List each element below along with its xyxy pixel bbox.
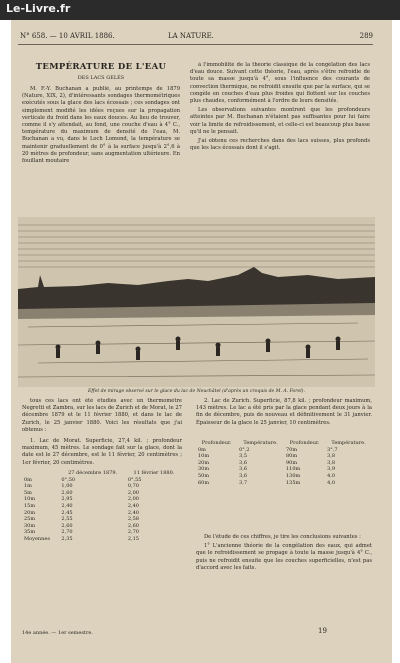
table-cell: 3,7 [239,479,248,486]
table-cell: 2,00 [127,496,139,503]
table-cell: 3,9 [327,466,336,473]
table-row [22,503,182,510]
left-column [22,86,180,214]
table-row [22,523,182,530]
lake2-heading [196,398,372,436]
paragraph: De l'étude de ces chiffres, je tire les conclusions suivantes : [204,534,361,540]
table-cell: 2,70 [61,529,73,536]
table-cell: 70m [285,446,298,453]
signature-number: 19 [318,627,327,635]
table-cell: 50m [198,472,210,479]
table-cell: 130m [285,472,301,479]
table-cell: 110m [285,466,301,473]
table-cell: 20m [198,459,210,466]
paragraph: Les observations suivantes montrent que les profondeurs atteintes par M. Buchanan n'étaient pas suffisantes pour lui faire voir la limite de refroidissement, et celle-ci est beaucoup plus basse qu'il ne le pensait. [190,107,370,135]
table-row [196,460,372,467]
volume-note: 14e année. — 1er semestre. [22,630,93,636]
table-cell: 2,95 [61,496,73,503]
journal-title: LA NATURE. [168,32,214,40]
table-cell: 30m [198,466,210,473]
page-number: 289 [359,32,373,40]
table-cell: 3,5 [239,453,248,460]
table-header [196,440,372,447]
conclusion-text [196,534,372,624]
table-row [22,510,182,517]
table-cell: 90m [285,459,298,466]
paragraph: 1° L'ancienne théorie de la congélation des eaux, qui admet que le refroidissement se propage à toute la masse jusqu'à 4° C., puis ne refroidit ensuite que les couches superficielles, n'est pas d'accord avec les faits. [196,543,372,571]
table-cell: 4,0 [327,479,336,486]
table-row [22,516,182,523]
table-cell: 2,15 [127,535,139,542]
table-header-cell [22,470,59,477]
table-row [22,477,182,484]
table-cell: 2,35 [61,535,73,542]
table-header-cell: 11 février 1880. [133,470,175,476]
table-cell: 2,60 [61,522,73,529]
table-morat [22,470,182,543]
right-column [190,62,370,214]
article-subtitle: DES LACS GELÉS [77,75,125,81]
table-cell: 0,70 [127,483,139,490]
table-cell: 2,55 [61,516,73,523]
table-row [196,480,372,487]
table-cell: 2,70 [127,529,139,536]
bottom-left-text [22,398,182,436]
table-row [196,447,372,454]
table-cell: 10m [24,496,36,503]
table-cell: 3,6 [239,459,248,466]
table-row [22,529,182,536]
table-cell: 135m [285,479,301,486]
table-header-cell: Profondeur. [201,440,232,446]
lake1-heading [22,438,182,468]
table-cell: 3,6 [239,472,248,479]
site-banner [0,0,400,20]
table-cell: 1m [24,483,32,490]
figure-caption: Effet de mirage observé sur le glace du lac de Neuchâtel (d'après un croquis de M. A. Forel). [88,389,305,394]
table-header [22,470,182,477]
table-cell: 2,45 [61,509,73,516]
site-logo: Le-Livre.fr [6,2,71,15]
table-cell: 2,60 [127,522,139,529]
table-cell: 25m [24,516,36,523]
table-header-cell: 27 décembre 1879. [68,470,118,476]
table-cell: 4,0 [327,472,336,479]
paragraph: J'ai obtenu ces recherches dans des lacs suisses, plus profonds que les lacs écossais dont il s'agit. [190,138,370,152]
engraving-illustration [18,217,375,387]
paragraph: 1. Lac de Morat. Superficie, 27,4 kil. ; profondeur maximum, 45 mètres. Le sondage fait sur la glace, dont la date est le 27 décembre, est le 11 février, 20 centimètres ; 1er février, 20 centimètres. [22,438,182,466]
issue-number: N° 658. — 10 AVRIL 1886. [20,32,115,40]
table-cell: 20m [24,509,36,516]
table-cell: 0°,50 [61,476,76,483]
table-header-cell: Profondeur. [289,440,320,446]
paragraph: 2. Lac de Zurich. Superficie, 87,8 kil. ; profondeur maximum, 143 mètres. Le lac a été pris par la glace pendant deux jours à la fin de décembre, puis de nouveau et définitivement le 31 janvier. Épaisseur de la glace le 25 janvier, 10 centimètres. [196,398,372,426]
table-cell: 2,58 [127,516,139,523]
table-row [22,483,182,490]
table-row [22,536,182,543]
table-cell: 0°,2 [239,446,250,453]
table-cell: 1,00 [61,483,73,490]
table-cell: 2,00 [127,489,139,496]
table-cell: 60m [198,479,210,486]
table-header-cell: Température. [243,440,278,446]
table-cell: 0m [24,476,32,483]
table-row [22,496,182,503]
table-cell: Moyennes [24,535,50,542]
table-cell: 3°,7 [327,446,338,453]
table-cell: 15m [24,502,36,509]
table-cell: 0m [198,446,206,453]
table-cell: 35m [24,529,36,536]
table-cell: 2,40 [127,502,139,509]
table-cell: 2,40 [127,509,139,516]
table-cell: 3,8 [327,453,336,460]
table-cell: 0°,55 [127,476,142,483]
table-cell: 2,60 [61,489,73,496]
table-row [196,466,372,473]
paragraph: à l'immobilité de la théorie classique de la congélation des lacs d'eau douce. Suivant cette théorie, l'eau, après s'être refroidie de toute sa masse jusqu'à 4°, sous l'influence des courants de convection thermique, ne refroidit ensuite que par la surface, qui se congèle en couches d'eau plus froides qui flottent sur les couches plus chaudes, conformément à l'ordre de leurs densités. [190,62,370,105]
table-row [196,473,372,480]
table-header-cell: Température. [331,440,366,446]
table-zurich [196,440,372,486]
table-row [22,490,182,497]
paragraph: tous ces lacs ont été étudiés avec un thermomètre Negretti et Zambra, sur les lacs de Zurich et de Morat, le 27 décembre 1879 et le 11 février 1880, et dans le lac de Zurich, le 25 janvier 1880. Voici les résultats que j'ai obtenus : [22,398,182,433]
table-cell: 3,8 [327,459,336,466]
table-cell: 3,6 [239,466,248,473]
table-cell: 5m [24,489,32,496]
table-cell: 30m [24,522,36,529]
article-title: TEMPÉRATURE DE L'EAU [35,62,167,72]
table-cell: 80m [285,453,298,460]
running-head [18,30,373,45]
table-cell: 2,40 [61,502,73,509]
table-cell: 10m [198,453,210,460]
table-row [196,453,372,460]
paragraph: M. F.-Y. Buchanan a publié, au printemps de 1879 (Nature, XIX, 2), d'intéressants sondages thermométriques exécutés sous la glace des lacs écossais ; ces sondages ont simplement modifié les idées reçues sur la propagation verticale du froid dans les eaux douces. Au lieu de trouver, comme il s'y attendait, au fond, une couche d'eau à 4° C., température du maximum de densité de l'eau, M. Buchanan a vu, dans le Loch Lomond, la température se maintenir graduellement de 0° à la surface jusqu'à 2°,6 à 20 mètres de profondeur, sans augmentation ultérieure. En fouillant moutaire [22,86,180,165]
